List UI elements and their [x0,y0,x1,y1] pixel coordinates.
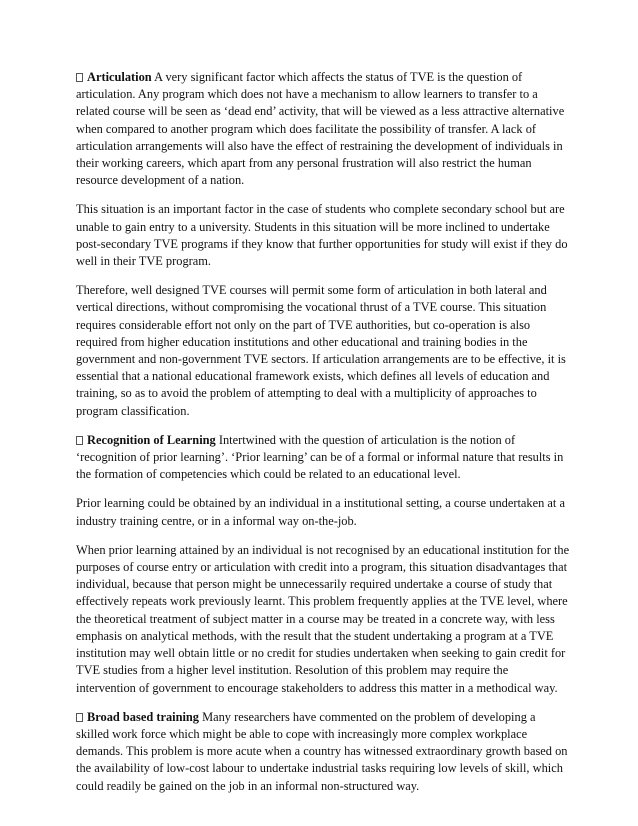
bullet-box-icon [76,73,83,82]
broad-training-text-1: Many researchers have commented on the problem of developing a skilled work force which might be able to cope with increasingly more complex workplace demands. This problem is more acute when a country has witnessed extraordinary growth based on the availability of low-cost labour to undertake industrial tasks requiring low levels of skill, which could readily be gained on the job in an informal non-structured way. [76,709,568,793]
recognition-paragraph-2: Prior learning could be obtained by an individual in a institutional setting, a course undertaken at a industry training centre, or in a informal way on-the-job. [76,496,565,528]
recognition-text-1: Intertwined with the question of articulation is the notion of ‘recognition of prior learning’. ‘Prior learning’ can be of a formal or informal nature that results in the formation of competencies which could be related to an educational level. [76,432,564,482]
articulation-paragraph-2: This situation is an important factor in the case of students who complete secondary school but are unable to gain entry to a university. Students in this situation will be more inclined to undertake post-secondary TVE programs if they know that further opportunities for study will exist if they do well in their TVE program. [76,202,568,269]
bullet-box-icon [76,436,83,445]
articulation-paragraph-1 [76,69,570,189]
recognition-paragraph-3: When prior learning attained by an individual is not recognised by an educational institution for the purposes of course entry or articulation with credit into a program, this situation disadvantages that individual, because that person might be unnecessarily required undertake a course of study that effectively repeats work previously learnt. This problem frequently applies at the TVE level, where the theoretical treatment of subject matter in a course may be treated in a concrete way, with less emphasis on analytical methods, with the result that the student undertaking a program at a TVE institution may well obtain little or no credit for studies undertaken when seeking to gain credit for TVE studies from a higher level institution. Resolution of this problem may require the intervention of government to encourage stakeholders to address this matter in a methodical way. [76,542,570,695]
document-page [76,69,570,807]
recognition-paragraph-1 [76,432,570,484]
recognition-heading: Recognition of Learning [87,432,216,447]
bullet-box-icon [76,713,83,722]
broad-training-paragraph-1 [76,709,570,795]
articulation-text-1: A very significant factor which affects the status of TVE is the question of articulation. Any program which does not have a mechanism to allow learners to transfer to a related course will be seen as ‘dead end’ activity, that will be viewed as a less attractive alternative when compared to another program which does facilitate the possibility of transfer. A lack of articulation arrangements will also have the effect of restraining the development of individuals in their working careers, which apart from any personal frustration will also restrict the human resource development of a nation. [76,70,565,188]
articulation-paragraph-3: Therefore, well designed TVE courses will permit some form of articulation in both lateral and vertical directions, without compromising the vocational thrust of a TVE course. This situation requires considerable effort not only on the part of TVE authorities, but co-operation is also required from higher education institutions and other educational and training bodies in the government and non-government TVE sectors. If articulation arrangements are to be effective, it is essential that a national educational framework exists, which defines all levels of education and training, so as to avoid the problem of attempting to deal with a multiplicity of approaches to program classification. [76,283,566,418]
broad-training-heading: Broad based training [87,709,199,724]
articulation-heading: Articulation [87,70,152,84]
